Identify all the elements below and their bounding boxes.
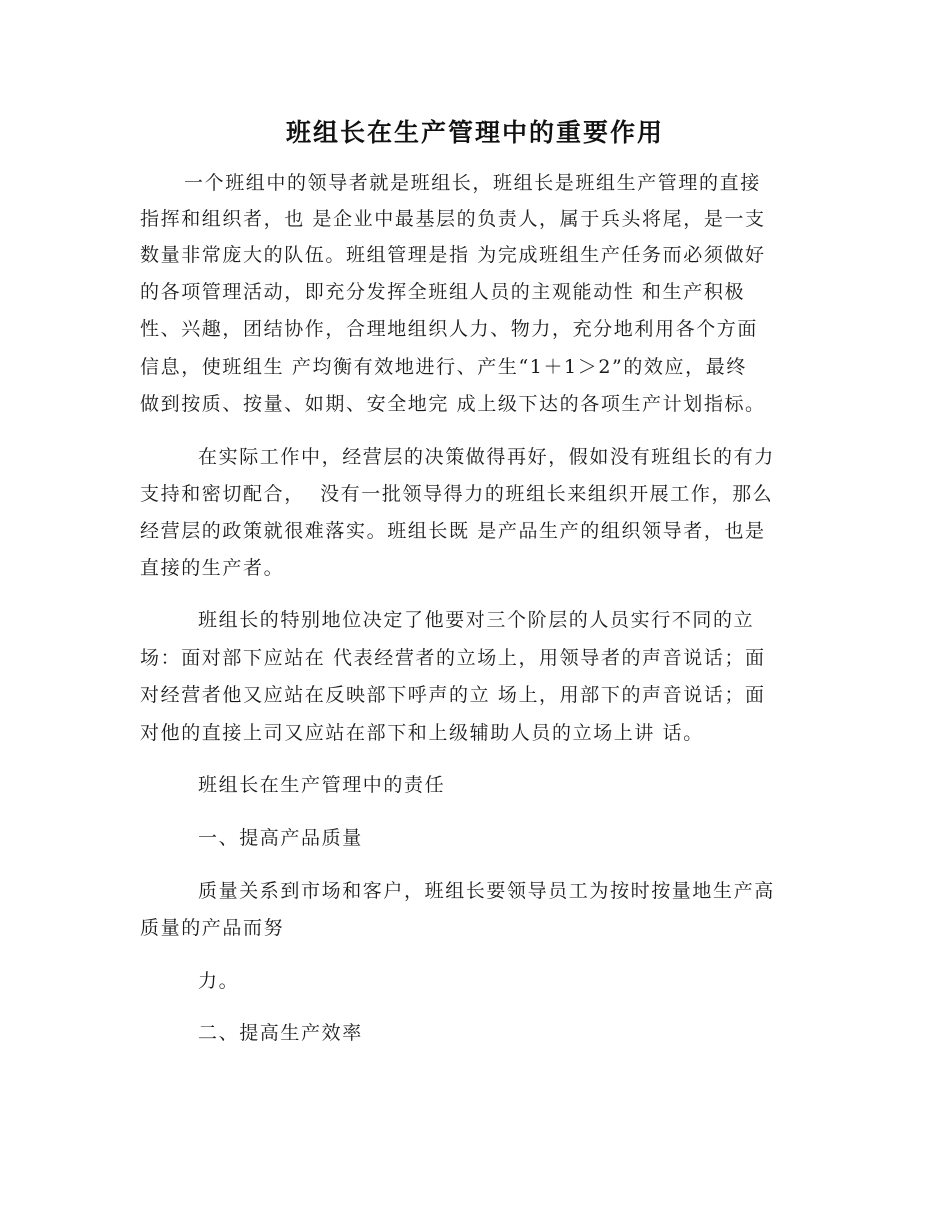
text-line: 一个班组中的领导者就是班组长，班组长是班组生产管理的直接 — [184, 172, 761, 194]
text-line: 对经营者他又应站在反映部下呼声的立 场上，用部下的声音说话；面 — [140, 684, 766, 706]
text-line: 信息，使班组生 产均衡有效地进行、产生“1＋1＞2”的效应，最终 — [140, 356, 747, 378]
document-title: 班组长在生产管理中的重要作用 — [285, 118, 664, 147]
text-line: 在实际工作中，经营层的决策做得再好，假如没有班组长的有力 — [198, 446, 775, 468]
text-line: 数量非常庞大的队伍。班组管理是指 为完成班组生产任务而必须做好 — [140, 244, 766, 266]
text-line: 质量的产品而努 — [140, 917, 285, 939]
paragraph-5: 力。 — [198, 970, 240, 992]
item-heading-2: 二、提高生产效率 — [198, 1022, 363, 1044]
text-line: 指挥和组织者，也 是企业中最基层的负责人，属于兵头将尾，是一支 — [140, 208, 766, 230]
text-line: 班组长的特别地位决定了他要对三个阶层的人员实行不同的立 — [198, 609, 755, 631]
text-line: 的各项管理活动，即充分发挥全班组人员的主观能动性 和生产积极 — [140, 281, 746, 303]
section-heading: 班组长在生产管理中的责任 — [198, 774, 446, 796]
text-line: 直接的生产者。 — [140, 557, 285, 579]
item-heading-1: 一、提高产品质量 — [198, 827, 363, 849]
text-line: 场：面对部下应站在 代表经营者的立场上，用领导者的声音说话；面 — [140, 647, 766, 669]
text-line: 对他的直接上司又应站在部下和上级辅助人员的立场上讲 话。 — [140, 722, 704, 744]
text-line: 经营层的政策就很难落实。班组长既 是产品生产的组织领导者，也是 — [140, 520, 766, 542]
text-line: 做到按质、按量、如期、安全地完 成上级下达的各项生产计划指标。 — [140, 393, 766, 415]
text-line: 性、兴趣，团结协作，合理地组织人力、物力，充分地利用各个方面 — [140, 318, 759, 340]
text-line: 支持和密切配合， 没有一批领导得力的班组长来组织开展工作，那么 — [140, 483, 774, 505]
text-line: 质量关系到市场和客户，班组长要领导员工为按时按量地生产高 — [198, 880, 775, 902]
